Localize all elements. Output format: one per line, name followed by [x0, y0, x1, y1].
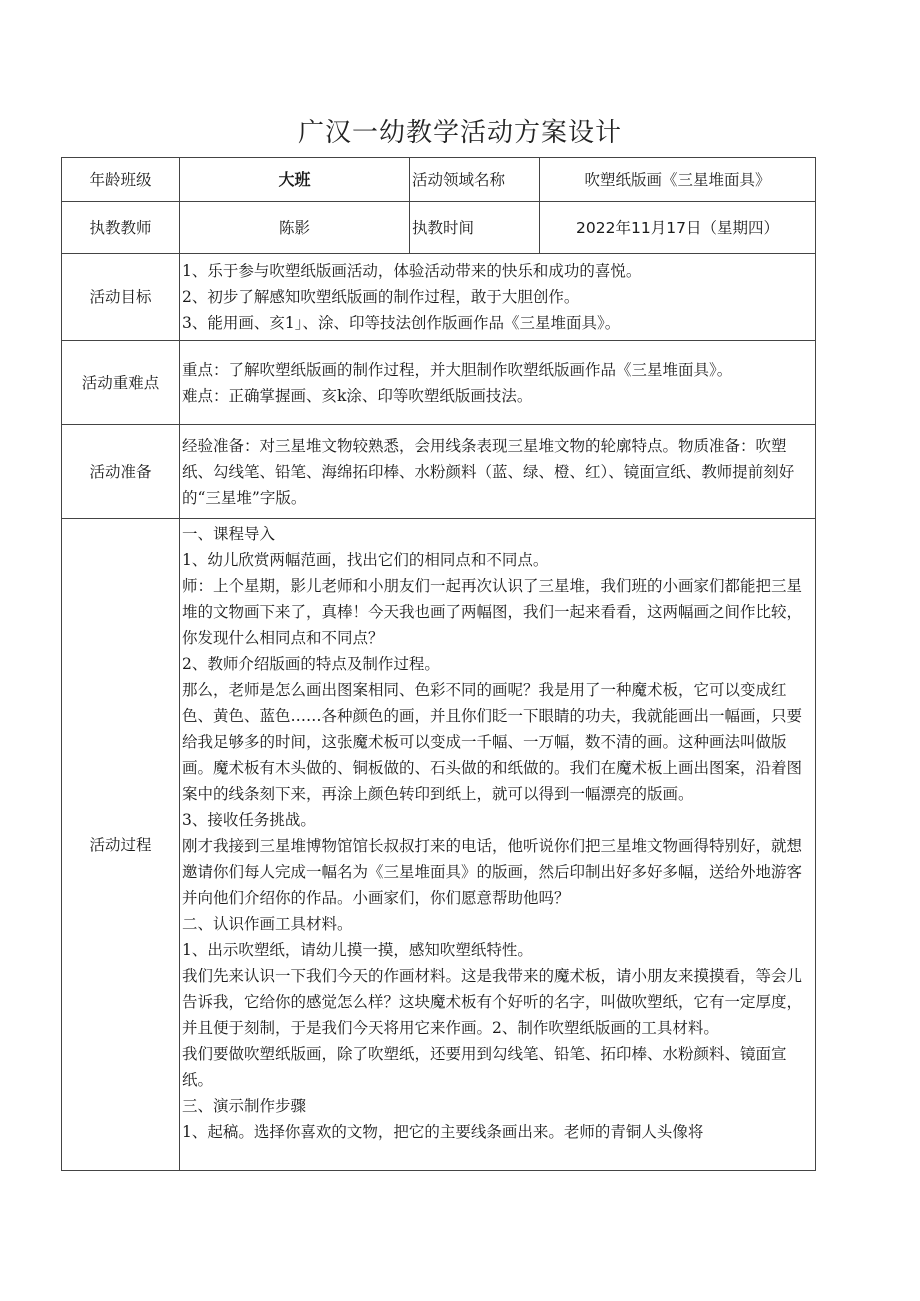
process-paragraph: 1、起稿。选择你喜欢的文物，把它的主要线条画出来。老师的青铜人头像将 [182, 1123, 704, 1141]
process-paragraph: 1、幼儿欣赏两幅范画，找出它们的相同点和不同点。 [182, 551, 549, 569]
process-paragraph: 1、出示吹塑纸，请幼儿摸一摸，感知吹塑纸特性。 [182, 941, 533, 959]
teacher-label: 执教教师 [62, 202, 180, 254]
goal-line: 2、初步了解感知吹塑纸版画的制作过程，敢于大胆创作。 [182, 288, 580, 306]
process-paragraph: 二、认识作画工具材料。 [182, 915, 353, 933]
process-paragraph: 2、教师介绍版画的特点及制作过程。 [182, 655, 440, 673]
keypoints-content [180, 341, 816, 425]
activity-domain-label: 活动领域名称 [410, 158, 540, 202]
age-class-value: 大班 [180, 158, 410, 202]
process-paragraph: 那么，老师是怎么画出图案相同、色彩不同的画呢？我是用了一种魔术板，它可以变成红色、黄色、蓝色……各种颜色的画，并且你们眨一下眼睛的功夫，我就能画出一幅画，只要给我足够多的时间，这张魔术板可以变成一千幅、一万幅，数不清的画。这种画法叫做版画。魔术板有木头做的、铜板做的、石头做的和纸做的。我们在魔术板上画出图案，沿着图案中的线条刻下来，再涂上颜色转印到纸上，就可以得到一幅漂亮的版画。 [182, 681, 803, 803]
preparation-label: 活动准备 [62, 425, 180, 519]
activity-domain-value: 吹塑纸版画《三星堆面具》 [540, 158, 816, 202]
keypoint-line: 难点：正确掌握画、亥k涂、印等吹塑纸版画技法。 [182, 386, 533, 405]
keypoint-line: 重点：了解吹塑纸版画的制作过程，并大胆制作吹塑纸版画作品《三星堆面具》。 [182, 360, 733, 379]
process-paragraph: 3、接收任务挑战。 [182, 811, 316, 829]
process-paragraph: 三、演示制作步骤 [182, 1097, 307, 1115]
process-paragraph: 我们要做吹塑纸版画，除了吹塑纸，还要用到勾线笔、铅笔、拓印棒、水粉颜料、镜面宣纸。 [182, 1045, 787, 1089]
row-age-domain [62, 158, 816, 202]
row-keypoints [62, 341, 816, 425]
row-teacher-time [62, 202, 816, 254]
preparation-content [180, 425, 816, 519]
process-paragraph: 一、课程导入 [182, 525, 276, 543]
process-paragraph: 师：上个星期，影儿老师和小朋友们一起再次认识了三星堆，我们班的小画家们都能把三星堆的文物画下来了，真棒！今天我也画了两幅图，我们一起来看看，这两幅画之间作比较，你发现什么相同点和不同点？ [182, 577, 803, 647]
teaching-time-label: 执教时间 [410, 202, 540, 254]
preparation-text: 经验准备：对三星堆文物较熟悉，会用线条表现三星堆文物的轮廓特点。物质准备：吹塑纸、勾线笔、铅笔、海绵拓印棒、水粉颜料（蓝、绿、橙、红）、镜面宣纸、教师提前刻好的“三星堆”字版。 [182, 436, 795, 507]
activity-plan-table [61, 157, 816, 1171]
row-process [62, 519, 816, 1171]
process-label: 活动过程 [62, 519, 180, 1171]
process-paragraph: 刚才我接到三星堆博物馆馆长叔叔打来的电话，他听说你们把三星堆文物画得特别好，就想邀请你们每人完成一幅名为《三星堆面具》的版画，然后印制出好多好多幅，送给外地游客并向他们介绍你的作品。小画家们，你们愿意帮助他吗？ [182, 837, 803, 907]
keypoints-label: 活动重难点 [62, 341, 180, 425]
age-class-label: 年龄班级 [62, 158, 180, 202]
goals-label: 活动目标 [62, 254, 180, 341]
goals-content [180, 254, 816, 341]
page-title: 广汉一幼教学活动方案设计 [297, 118, 622, 148]
teaching-time-value: 2022年11月17日（星期四） [540, 202, 816, 254]
process-content [180, 519, 816, 1171]
row-goals [62, 254, 816, 341]
goal-line: 1、乐于参与吹塑纸版画活动，体验活动带来的快乐和成功的喜悦。 [182, 262, 642, 280]
process-paragraph: 我们先来认识一下我们今天的作画材料。这是我带来的魔术板，请小朋友来摸摸看，等会儿告诉我，它给你的感觉怎么样？这块魔术板有个好听的名字，叫做吹塑纸，它有一定厚度，并且便于刻制，于是我们今天将用它来作画。2、制作吹塑纸版画的工具材料。 [182, 967, 803, 1037]
row-preparation [62, 425, 816, 519]
teacher-value: 陈影 [180, 202, 410, 254]
goal-line: 3、能用画、亥1」、涂、印等技法创作版画作品《三星堆面具》。 [182, 314, 621, 332]
